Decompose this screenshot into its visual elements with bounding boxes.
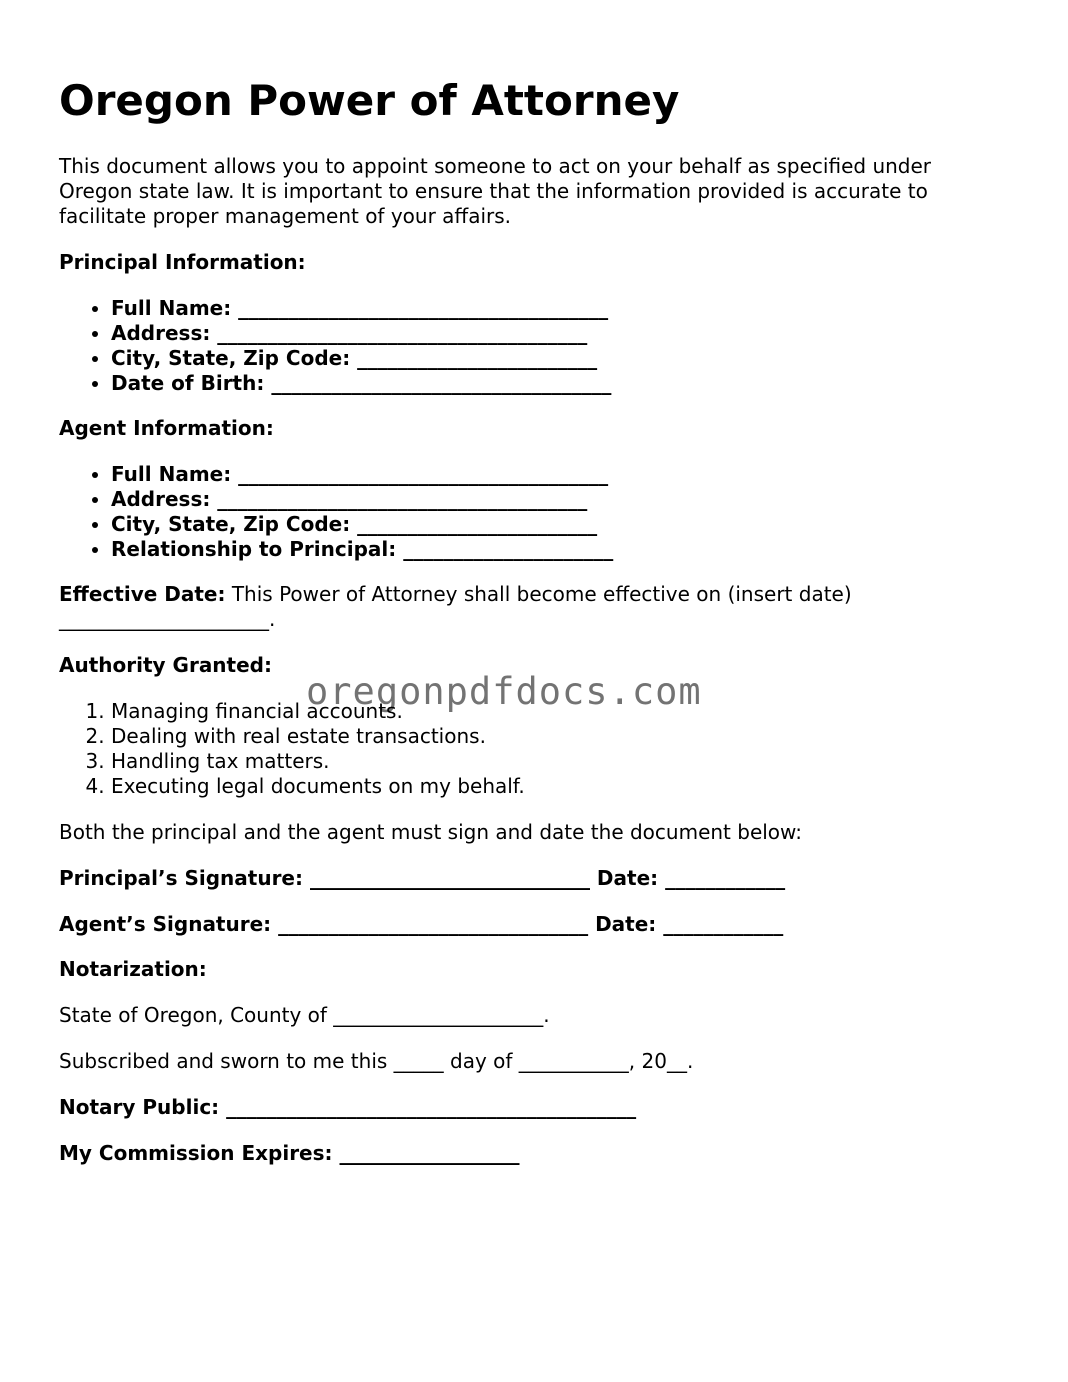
principal-full-name-field: • Full Name: _____________________________________ <box>111 296 611 321</box>
principal-city-state-zip-field: • City, State, Zip Code: ________________________ <box>111 346 611 371</box>
principal-signature-line: Principal’s Signature: ____________________________ Date: ____________ <box>59 866 786 890</box>
authority-item-legal-documents: 4. Executing legal documents on my behalf. <box>111 774 525 799</box>
notary-sworn-line: Subscribed and sworn to me this _____ day of ___________, 20__. <box>59 1049 694 1073</box>
agent-full-name-field: • Full Name: _____________________________________ <box>111 462 613 487</box>
intro-line-2: Oregon state law. It is important to ensure that the information provided is accurate to <box>59 179 928 203</box>
sign-instruction: Both the principal and the agent must sign and date the document below: <box>59 820 803 844</box>
principal-date-of-birth-field: • Date of Birth: __________________________________ <box>111 371 611 396</box>
authority-item-real-estate: 2. Dealing with real estate transactions. <box>111 724 525 749</box>
authority-heading: Authority Granted: <box>59 653 272 677</box>
agent-signature-line: Agent’s Signature: _______________________________ Date: ____________ <box>59 912 784 936</box>
authority-item-financial: 1. Managing financial accounts. <box>111 699 525 724</box>
notarization-heading: Notarization: <box>59 957 207 981</box>
agent-heading: Agent Information: <box>59 416 274 440</box>
effective-date-text: This Power of Attorney shall become effective on (insert date) <box>225 582 852 606</box>
principal-heading: Principal Information: <box>59 250 306 274</box>
intro-line-3: facilitate proper management of your affairs. <box>59 204 512 228</box>
notary-county-line: State of Oregon, County of _____________________. <box>59 1003 550 1027</box>
agent-fields-list <box>59 462 613 562</box>
authority-list <box>59 699 525 799</box>
effective-date-label: Effective Date: <box>59 582 226 606</box>
effective-date-blank: _____________________. <box>59 607 276 631</box>
principal-fields-list <box>59 296 611 396</box>
page-title: Oregon Power of Attorney <box>59 76 680 125</box>
notary-public-line: Notary Public: _________________________________________ <box>59 1095 637 1119</box>
agent-address-field: • Address: _____________________________________ <box>111 487 613 512</box>
intro-line-1: This document allows you to appoint someone to act on your behalf as specified under <box>59 154 932 178</box>
commission-expires-line: My Commission Expires: __________________ <box>59 1141 520 1165</box>
agent-relationship-field: • Relationship to Principal: _____________________ <box>111 537 613 562</box>
watermark: oregonpdfdocs.com <box>306 670 702 713</box>
agent-city-state-zip-field: • City, State, Zip Code: ________________________ <box>111 512 613 537</box>
authority-item-tax: 3. Handling tax matters. <box>111 749 525 774</box>
principal-address-field: • Address: _____________________________________ <box>111 321 611 346</box>
effective-date-line <box>59 582 852 607</box>
